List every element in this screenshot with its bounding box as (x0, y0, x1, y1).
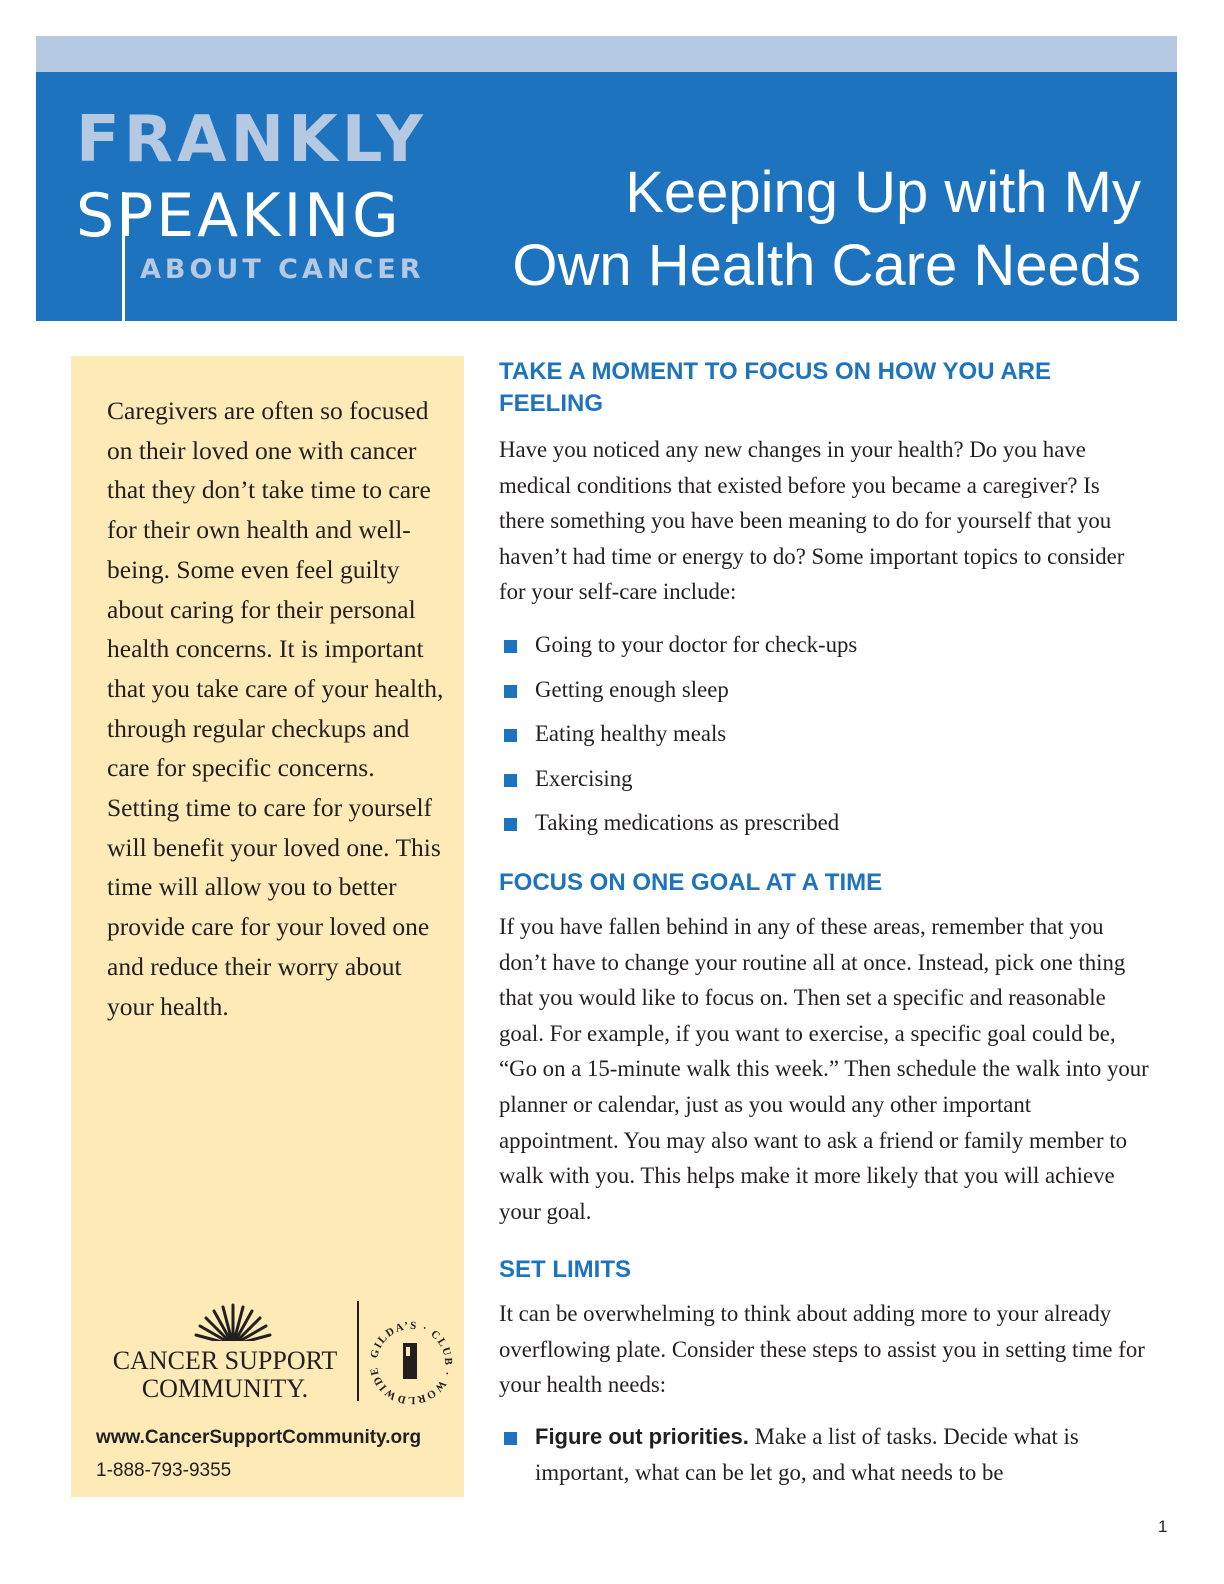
list-item (499, 716, 1149, 752)
list-item (499, 761, 1149, 797)
bullet-square-icon (504, 729, 517, 742)
set-limits-steps-list (499, 1419, 1149, 1490)
step-lead: Figure out priorities. (535, 1424, 749, 1450)
bullet-square-icon (504, 640, 517, 653)
bullet-square-icon (504, 685, 517, 698)
section-heading-feeling: TAKE A MOMENT TO FOCUS ON HOW YOU ARE FEELING (499, 358, 1051, 417)
org-name-line-2: COMMUNITY. (141, 1374, 309, 1403)
page-number: 1 (1158, 1517, 1168, 1536)
section-heading-set-limits: SET LIMITS (499, 1256, 631, 1284)
sidebar-callout (71, 356, 464, 1497)
logo-line-frankly: FRANKLY (76, 103, 427, 177)
header-top-strip (36, 36, 1177, 72)
logo-line-speaking: SPEAKING (76, 181, 402, 251)
svg-text:GILDA’S · CLUB · WORLDWIDE: GILDA’S · CLUB · WORLDWIDE (368, 1319, 455, 1407)
org-name (95, 1347, 355, 1403)
section-paragraph-set-limits: It can be overwhelming to think about adding more to your already overflowing plate. Consider these steps to assist you in setting time for your health needs: (499, 1301, 1145, 1398)
sunburst-icon (191, 1301, 275, 1347)
page-title (481, 156, 1141, 302)
org-name-line-1: CANCER SUPPORT (112, 1346, 338, 1375)
main-content (499, 356, 1149, 1490)
header-banner (36, 72, 1177, 321)
bullet-square-icon (504, 774, 517, 787)
gildas-club-worldwide-seal-icon (367, 1307, 455, 1411)
list-item (499, 627, 1149, 663)
list-item-text: Exercising (535, 765, 633, 791)
cancer-support-community-logo (95, 1301, 455, 1421)
bullet-square-icon (504, 1432, 517, 1445)
self-care-topics-list (499, 627, 1149, 841)
list-item (499, 805, 1149, 841)
sidebar-intro-text: Caregivers are often so focused on their loved one with cancer that they don’t take time to care for their own health and well-being. Some even feel guilty about caring for their personal health concerns. It is important that you take care of your health, through regular checkups and care for specific concerns. Setting time to care for yourself will benefit your loved one. This time will allow you to better provide care for your loved one and reduce their worry about your health. (107, 396, 444, 1021)
list-item (499, 1419, 1149, 1490)
list-item (499, 672, 1149, 708)
step-text: Make a list of tasks. Decide what is important, what can be let go, and what needs to be (535, 1424, 1079, 1485)
section-paragraph-one-goal: If you have fallen behind in any of these areas, remember that you don’t have to change your routine all at once. Instead, pick one thing that you would like to focus on. Then set a specific and reasonable goal. For example, if you want to exercise, a specific goal could be, “Go on a 15-minute walk this week.” Then schedule the walk into your planner or calendar, just as you would any other important appointment. You may also want to ask a friend or family member to walk with you. This helps make it more likely that you will achieve your goal. (499, 913, 1149, 1224)
logo-divider (357, 1301, 359, 1401)
list-item-text: Going to your doctor for check-ups (535, 631, 858, 657)
page-title-line-1: Keeping Up with My (625, 160, 1141, 225)
list-item-text: Eating healthy meals (535, 721, 727, 747)
list-item-text: Getting enough sleep (535, 676, 729, 702)
website-link[interactable]: www.CancerSupportCommunity.org (96, 1427, 422, 1448)
list-item-text: Taking medications as prescribed (535, 810, 840, 836)
page-title-line-2: Own Health Care Needs (512, 233, 1141, 298)
bullet-square-icon (504, 818, 517, 831)
section-heading-one-goal: FOCUS ON ONE GOAL AT A TIME (499, 868, 883, 896)
logo-line-about-cancer: ABOUT CANCER (140, 254, 425, 285)
frankly-speaking-logo (36, 72, 496, 321)
section-paragraph-feeling: Have you noticed any new changes in your health? Do you have medical conditions that existed before you became a caregiver? Is there something you have been meaning to do for yourself that you haven’t had time or energy to do? Some important topics to consider for your self-care include: (499, 437, 1125, 605)
phone-number: 1-888-793-9355 (96, 1460, 232, 1481)
